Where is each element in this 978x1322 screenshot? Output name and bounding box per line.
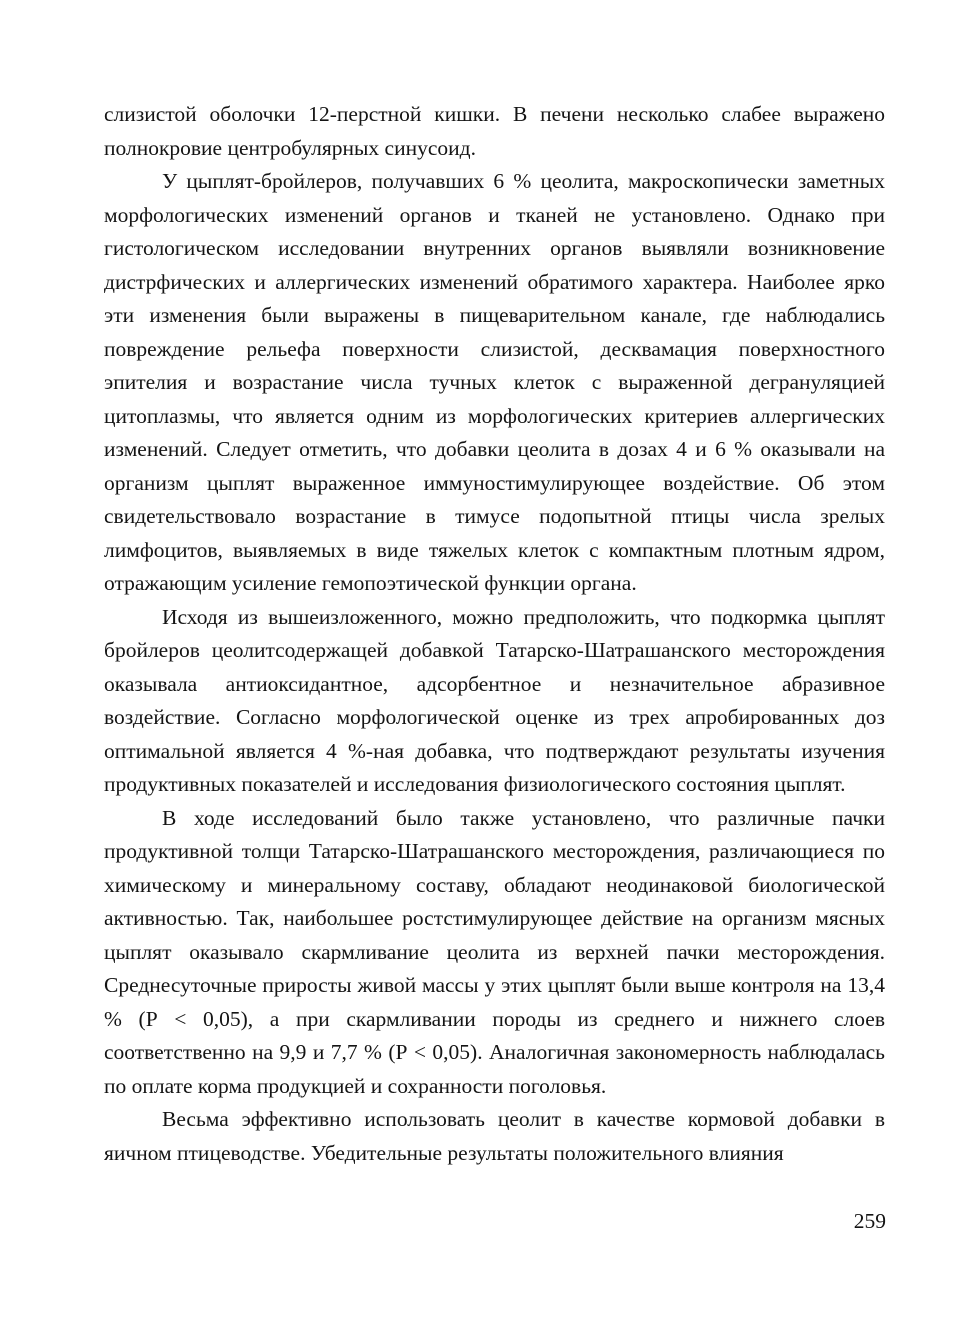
paragraph-deposit-layers-activity: В ходе исследований было также установлено, что различные пачки продуктивной толщи Татарско-Шатрашанского месторождения, различающиеся по химическому и минеральному составу, обладают неодинаковой биологической активностью. Так, наибольшее ростстимулирующее действие на организм мясных цыплят оказывало скармливание цеолита из верхней пачки месторождения. Среднесуточные приросты живой массы у этих цыплят были выше контроля на 13,4 % (Р < 0,05), а при скармливании породы из среднего и нижнего слоев соответственно на 9,9 и 7,7 % (Р < 0,05). Аналогичная закономерность наблюдалась по оплате корма продукцией и сохранности поголовья. <box>104 805 885 1098</box>
paragraph-egg-poultry: Весьма эффективно использовать цеолит в качестве кормовой добавки в яичном птицеводстве. Убедительные результаты положительного влияния <box>104 1107 885 1165</box>
paragraph-broiler-zeolite-6-percent: У цыплят-бройлеров, получавших 6 % цеолита, макроскопически заметных морфологических изменений органов и тканей не установлено. Однако при гистологическом исследовании внутренних органов выявляли возникновение дистрфических и аллергических изменений обратимого характера. Наиболее ярко эти изменения были выражены в пищеварительном канале, где наблюдались повреждение рельефа поверхности слизистой, десквамация поверхностного эпителия и возрастание числа тучных клеток с выраженной дегрануляцией цитоплазмы, что является одним из морфологических критериев аллергических изменений. Следует отметить, что добавки цеолита в дозах 4 и 6 % оказывали на организм цыплят выраженное иммуностимулирующее воздействие. Об этом свидетельствовало возрастание в тимусе подопытной птицы числа зрелых лимфоцитов, выявляемых в виде тяжелых клеток с компактным плотным ядром, отражающим усиление гемопоэтической функции органа. <box>104 169 885 595</box>
paragraph-continuation: слизистой оболочки 12-перстной кишки. В печени несколько слабее выражено полнокровие центробулярных синусоид. <box>104 102 885 160</box>
paragraph-conclusion-optimal-dose: Исходя из вышеизложенного, можно предположить, что подкормка цыплят бройлеров цеолитсодержащей добавкой Татарско-Шатрашанского месторождения оказывала антиоксидантное, адсорбентное и незначительное абразивное воздействие. Согласно морфологической оценке из трех апробированных доз оптимальной является 4 %-ная добавка, что подтверждают результаты изучения продуктивных показателей и исследования физиологического состояния цыплят. <box>104 604 885 796</box>
page-number: 259 <box>853 1209 886 1233</box>
body-text <box>104 98 885 1170</box>
